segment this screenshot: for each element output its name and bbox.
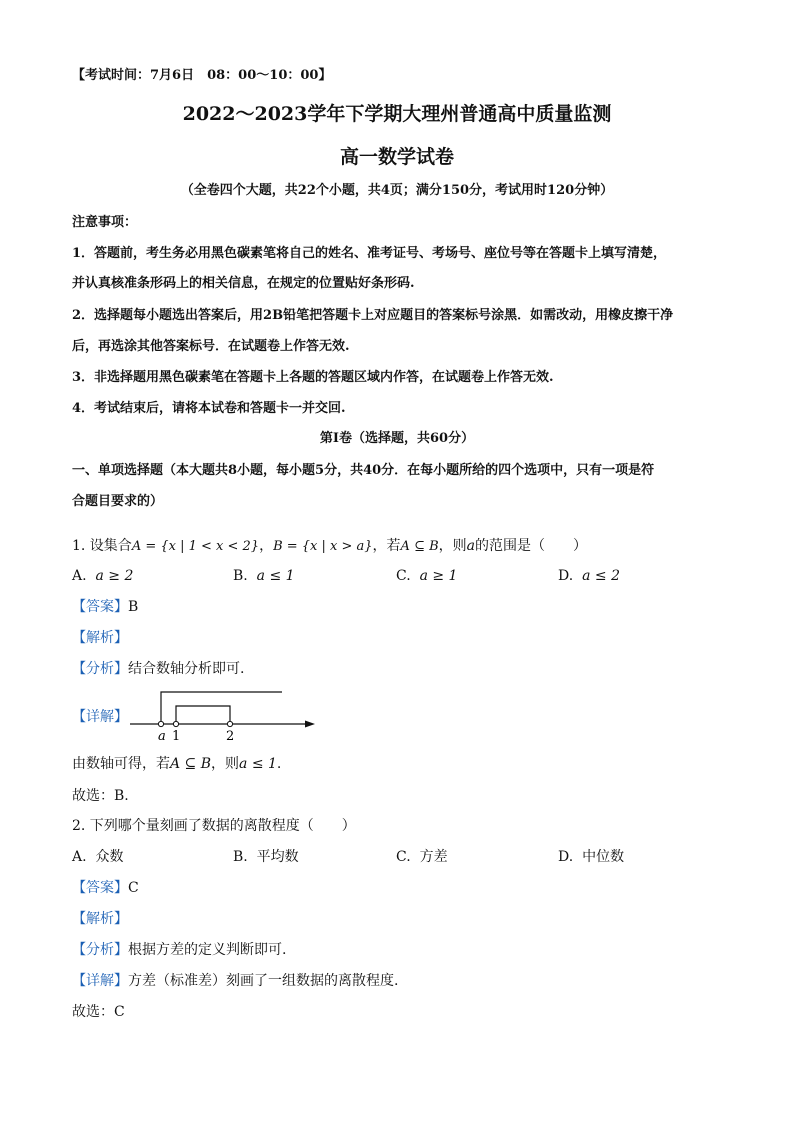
q1-analysis-tag: 【解析】	[72, 630, 128, 646]
option-label: B.	[233, 849, 248, 865]
q1-stem-suffix: 的范围是（ ）	[475, 538, 588, 554]
conclusion-result: a ≤ 1	[239, 756, 277, 772]
note-line: 后，再选涂其他答案标号．在试题卷上作答无效.	[72, 339, 350, 354]
q2-detail	[72, 971, 398, 991]
open-point-1	[173, 721, 178, 726]
q2-analysis-tag: 【解析】	[72, 911, 128, 927]
q2-option-c	[396, 847, 448, 867]
note-line: 1．答题前，考生务必用黑色碳素笔将自己的姓名、准考证号、考场号、座位号等在答题卡上填写清楚，	[72, 246, 667, 261]
set-b-bracket	[161, 692, 282, 724]
q2-fenxi	[72, 940, 286, 960]
open-point-a	[158, 721, 163, 726]
option-text: a ≥ 1	[419, 568, 458, 584]
q1-fenxi	[72, 659, 244, 679]
option-label: D.	[558, 849, 574, 865]
detail-text: 方差（标准差）刻画了一组数据的离散程度.	[128, 973, 399, 989]
option-label: B.	[233, 568, 248, 584]
q2-choice: 故选：C	[72, 1004, 125, 1020]
option-label: C.	[396, 568, 411, 584]
q1-stem-mid2: ，则	[438, 538, 467, 554]
q1-stem	[72, 536, 587, 557]
q2-option-d	[558, 847, 624, 867]
page-subtitle: 高一数学试卷	[339, 146, 454, 168]
option-label: A.	[72, 849, 87, 865]
fenxi-tag: 【分析】	[72, 942, 128, 958]
conclusion-mid: ，则	[211, 756, 240, 772]
part-heading-cont: 合题目要求的）	[72, 494, 164, 509]
option-text: 方差	[419, 849, 448, 865]
option-text: 平均数	[256, 849, 299, 865]
fenxi-text: 根据方差的定义判断即可.	[128, 942, 287, 958]
section-title: 第Ⅰ卷（选择题，共60分）	[319, 431, 475, 446]
axis-label-1: 1	[172, 729, 181, 744]
q1-stem-prefix: 1. 设集合	[72, 538, 132, 554]
detail-tag: 【详解】	[72, 709, 128, 725]
number-line-diagram	[120, 684, 330, 744]
q1-stem-mid: ，若	[372, 538, 401, 554]
q1-option-b	[233, 566, 295, 586]
answer-tag: 【答案】	[72, 880, 128, 896]
option-text: a ≥ 2	[95, 568, 134, 584]
q1-answer	[72, 597, 138, 617]
note-line: 2．选择题每小题选出答案后，用2B铅笔把答题卡上对应题目的答案标号涂黑．如需改动，用橡皮擦干净	[72, 308, 674, 323]
q1-option-d	[558, 566, 620, 586]
exam-time: 【考试时间：7月6日 08：00～10：00】	[72, 68, 332, 83]
axis-arrow-icon	[305, 721, 315, 728]
note-line: 并认真核准条形码上的相关信息，在规定的位置贴好条形码.	[72, 276, 415, 291]
option-text: 众数	[95, 849, 124, 865]
part-heading: 一、单项选择题（本大题共8小题，每小题5分，共40分．在每小题所给的四个选项中，只有一项是符	[72, 463, 655, 478]
detail-tag: 【详解】	[72, 973, 128, 989]
variable-a: a	[466, 538, 476, 554]
note-line: 3．非选择题用黑色碳素笔在答题卡上各题的答题区域内作答，在试题卷上作答无效.	[72, 370, 554, 385]
q1-option-a	[72, 566, 133, 586]
option-label: A.	[72, 568, 87, 584]
exam-info: （全卷四个大题，共22个小题，共4页；满分150分，考试用时120分钟）	[180, 183, 614, 198]
q2-option-b	[233, 847, 299, 867]
axis-label-a: a	[158, 729, 166, 744]
fenxi-text: 结合数轴分析即可.	[128, 661, 245, 677]
q1-option-c	[396, 566, 457, 586]
option-label: D.	[558, 568, 574, 584]
set-b-formula: B = {x | x > a}	[273, 539, 373, 554]
q1-comma: ，	[259, 538, 274, 554]
conclusion-end: .	[276, 756, 282, 772]
notes-heading: 注意事项：	[72, 215, 138, 230]
option-text: 中位数	[582, 849, 625, 865]
axis-label-2: 2	[226, 729, 235, 744]
conclusion-cond: A ⊆ B	[170, 756, 212, 772]
set-a-formula: A = {x | 1 < x < 2}	[131, 539, 260, 554]
fenxi-tag: 【分析】	[72, 661, 128, 677]
subset-condition: A ⊆ B	[400, 539, 439, 554]
q1-choice: 故选：B.	[72, 788, 129, 804]
option-label: C.	[396, 849, 411, 865]
option-text: a ≤ 1	[256, 568, 295, 584]
q1-conclusion	[72, 754, 281, 774]
q2-option-a	[72, 847, 123, 867]
q2-stem: 2. 下列哪个量刻画了数据的离散程度（ ）	[72, 818, 356, 834]
option-text: a ≤ 2	[582, 568, 620, 584]
answer-value: B	[128, 599, 139, 615]
set-a-bracket	[176, 706, 230, 724]
answer-value: C	[128, 880, 139, 896]
conclusion-prefix: 由数轴可得，若	[72, 756, 170, 772]
q2-answer	[72, 878, 139, 898]
answer-tag: 【答案】	[72, 599, 128, 615]
note-line: 4．考试结束后，请将本试卷和答题卡一并交回.	[72, 401, 346, 416]
open-point-2	[227, 721, 232, 726]
page-title: 2022～2023学年下学期大理州普通高中质量监测	[182, 103, 612, 125]
